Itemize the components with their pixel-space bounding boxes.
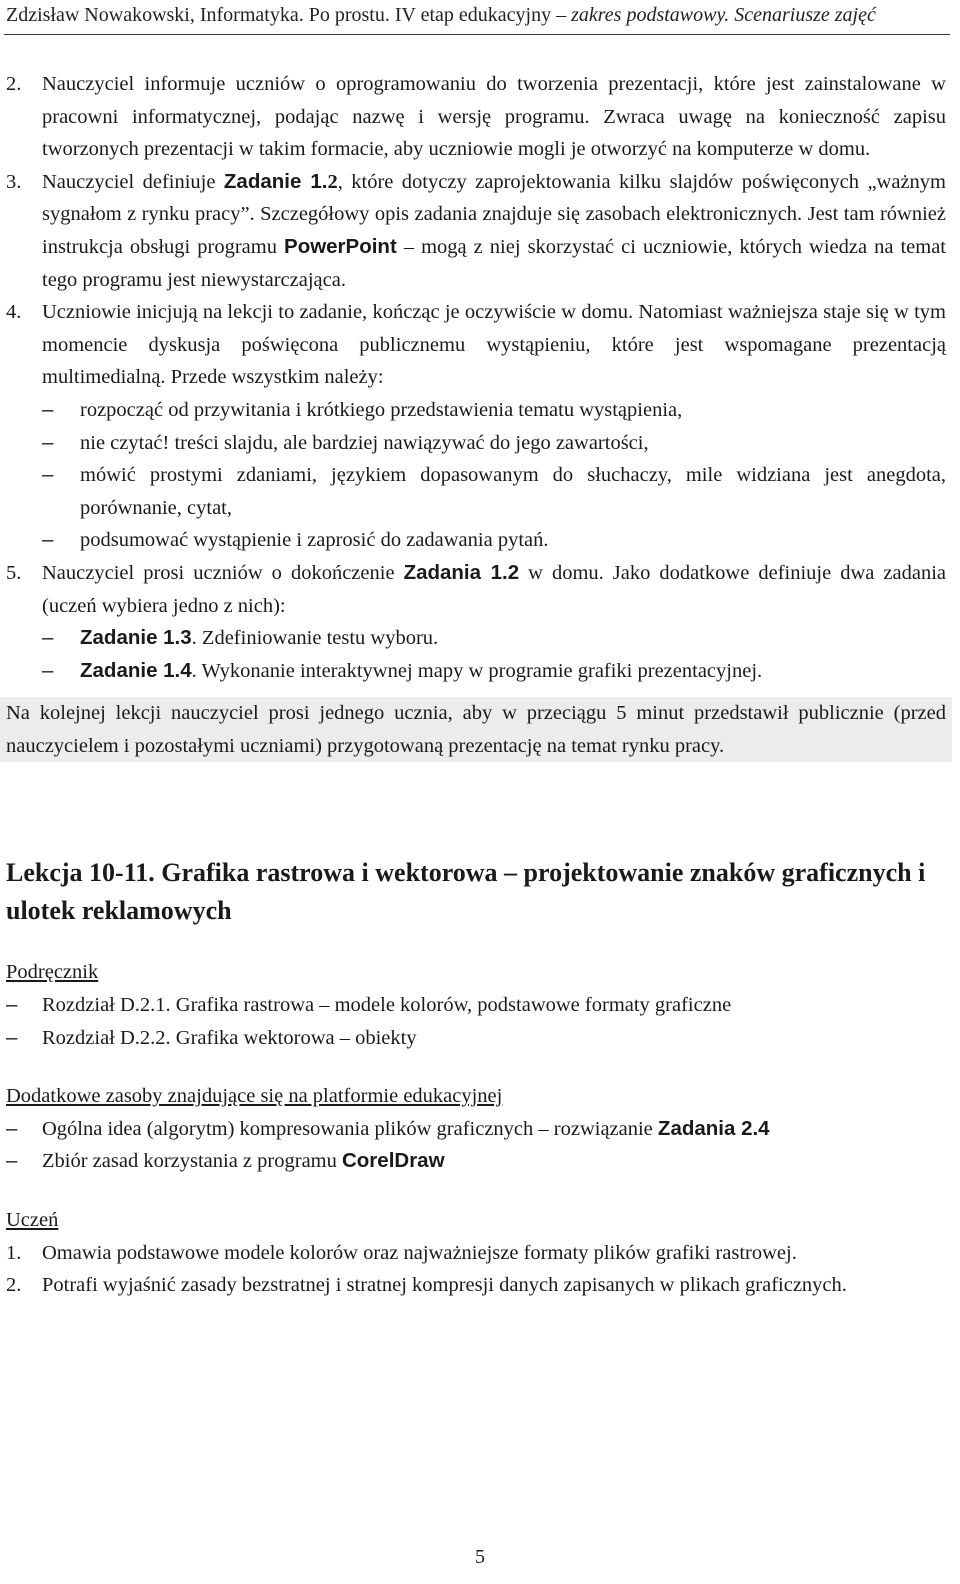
text-run: Nauczyciel prosi uczniów o dokończenie: [42, 561, 404, 584]
page-content: [6, 68, 946, 1302]
shaded-note: Na kolejnej lekcji nauczyciel prosi jednego ucznia, aby w przeciągu 5 minut przedstawił publicznie (przed nauczycielem i pozostałymi uczniami) przygotowaną prezentację na temat rynku pracy.: [0, 697, 952, 762]
item-number: 2.: [6, 1274, 22, 1297]
text-run: . Wykonanie interaktywnej mapy w programie grafiki prezentacyjnej.: [191, 659, 763, 682]
list-item: [6, 1269, 946, 1302]
bullet-text: Rozdział D.2.1. Grafika rastrowa – modele kolorów, podstawowe formaty graficzne: [42, 994, 732, 1017]
bullet-text: mówić prostymi zdaniami, językiem dopasowanym do słuchaczy, mile widziana jest anegdota, porównanie, cytat,: [80, 464, 946, 519]
bullet-item: [6, 1022, 946, 1055]
bullet-item: [42, 622, 946, 655]
header-italic: zakres podstawowy. Scenariusze zajęć: [571, 4, 876, 26]
task-reference: Zadanie 1.3: [80, 626, 192, 650]
header-rule: [4, 34, 950, 35]
item-text: Omawia podstawowe modele kolorów oraz najważniejsze formaty plików grafiki rastrowej.: [42, 1241, 797, 1264]
list-item-4: [6, 296, 946, 394]
bullet-item: [42, 394, 946, 427]
text-run: – mogą z niej skorzystać ci uczniowie, których wiedza na temat tego programu jest niewystarczająca.: [42, 235, 947, 291]
task-reference: Zadania 1.2: [403, 560, 520, 584]
item-text: [42, 557, 946, 622]
item-text: Uczniowie inicjują na lekcji to zadanie, kończąc je oczywiście w domu. Natomiast ważniejsza staje się w tym momencie dyskusja poświęcona publicznemu wystąpieniu, które jest wspomagane prezentacją multimedialną. Przede wszystkim należy:: [42, 301, 946, 389]
item-number: 2.: [6, 73, 22, 95]
text-run: w domu. Jako dodatkowe definiuje dwa zadania (uczeń wybiera jedno z nich):: [42, 561, 946, 617]
item-text: Potrafi wyjaśnić zasady bezstratnej i stratnej kompresji danych zapisanych w plikach graficznych.: [42, 1274, 847, 1297]
header-text: Zdzisław Nowakowski, Informatyka. Po prostu. IV etap edukacyjny –: [6, 4, 572, 26]
item-number: 5.: [6, 561, 22, 584]
section-heading-zasoby: Dodatkowe zasoby znajdujące się na platformie edukacyjnej: [6, 1085, 503, 1108]
dash-marker: –: [42, 397, 54, 421]
list-item-2: [6, 68, 946, 166]
dash-marker: –: [6, 1025, 18, 1049]
dash-marker: –: [6, 993, 18, 1017]
text-run: Ogólna idea (algorytm) kompresowania plików graficznych – rozwiązanie: [42, 1117, 658, 1140]
item-text: [42, 166, 946, 296]
bullet-item: [42, 524, 946, 557]
text-run: , które dotyczy zaprojektowania kilku slajdów poświęconych „ważnym sygnałom z rynku pracy”. Szczegółowy opis zadania znajduje się zasobach elektronicznych. Jest tam również instrukcja obsługi programu: [42, 170, 946, 258]
text-run: . Zdefiniowanie testu wyboru.: [191, 627, 439, 650]
item-number: 1.: [6, 1241, 22, 1264]
bullet-text: rozpocząć od przywitania i krótkiego przedstawienia tematu wystąpienia,: [80, 398, 683, 421]
bullet-text: [42, 1145, 946, 1178]
task-reference: Zadania 2.4: [657, 1116, 770, 1140]
dash-marker: –: [42, 626, 54, 650]
bullet-item: [42, 427, 946, 460]
text-run: Zbiór zasad korzystania z programu: [42, 1150, 342, 1173]
bullet-item: [6, 1145, 946, 1178]
running-header: [6, 2, 920, 28]
bullet-text: podsumować wystąpienie i zaprosić do zadawania pytań.: [80, 529, 549, 552]
page-number: 5: [475, 1546, 485, 1568]
task-reference: Zadanie 1.4: [80, 658, 192, 682]
item-number: 4.: [6, 301, 22, 324]
bullet-item: [6, 1113, 946, 1146]
dash-marker: –: [6, 1116, 18, 1140]
item-text: Nauczyciel informuje uczniów o oprogramowaniu do tworzenia prezentacji, które jest zainstalowane w pracowni informatycznej, podając nazwę i wersję programu. Zwraca uwagę na konieczność zapisu tworzonych prezentacji w takim formacie, aby uczniowie mogli je otworzyć na komputerze w domu.: [42, 73, 946, 161]
dash-marker: –: [42, 463, 54, 487]
lesson-title: Lekcja 10-11. Grafika rastrowa i wektorowa – projektowanie znaków graficznych i ulotek reklamowych: [6, 858, 926, 926]
dash-marker: –: [42, 658, 54, 682]
task-reference: Zadanie 1.: [223, 169, 328, 193]
bullet-text: [42, 1113, 946, 1146]
dash-marker: –: [42, 430, 54, 454]
item-number: 3.: [6, 170, 22, 193]
task-reference-number: 2: [327, 170, 338, 193]
bullet-text: Rozdział D.2.2. Grafika wektorowa – obiekty: [42, 1026, 417, 1049]
list-item: [6, 1237, 946, 1270]
program-name: PowerPoint: [284, 234, 397, 258]
text-run: Nauczyciel definiuje: [42, 170, 224, 193]
program-name: CorelDraw: [341, 1149, 445, 1173]
bullet-text: nie czytać! treści slajdu, ale bardziej nawiązywać do jego zawartości,: [80, 431, 649, 454]
list-item-5: [6, 557, 946, 622]
dash-marker: –: [42, 528, 54, 552]
bullet-item: [42, 459, 946, 524]
section-heading-podrecznik: Podręcznik: [6, 961, 99, 984]
dash-marker: –: [6, 1149, 18, 1173]
list-item-3: [6, 166, 946, 296]
bullet-text: [80, 655, 946, 688]
bullet-text: [80, 622, 946, 655]
bullet-item: [6, 989, 946, 1022]
section-heading-uczen: Uczeń: [6, 1209, 59, 1232]
bullet-item: [42, 655, 946, 688]
